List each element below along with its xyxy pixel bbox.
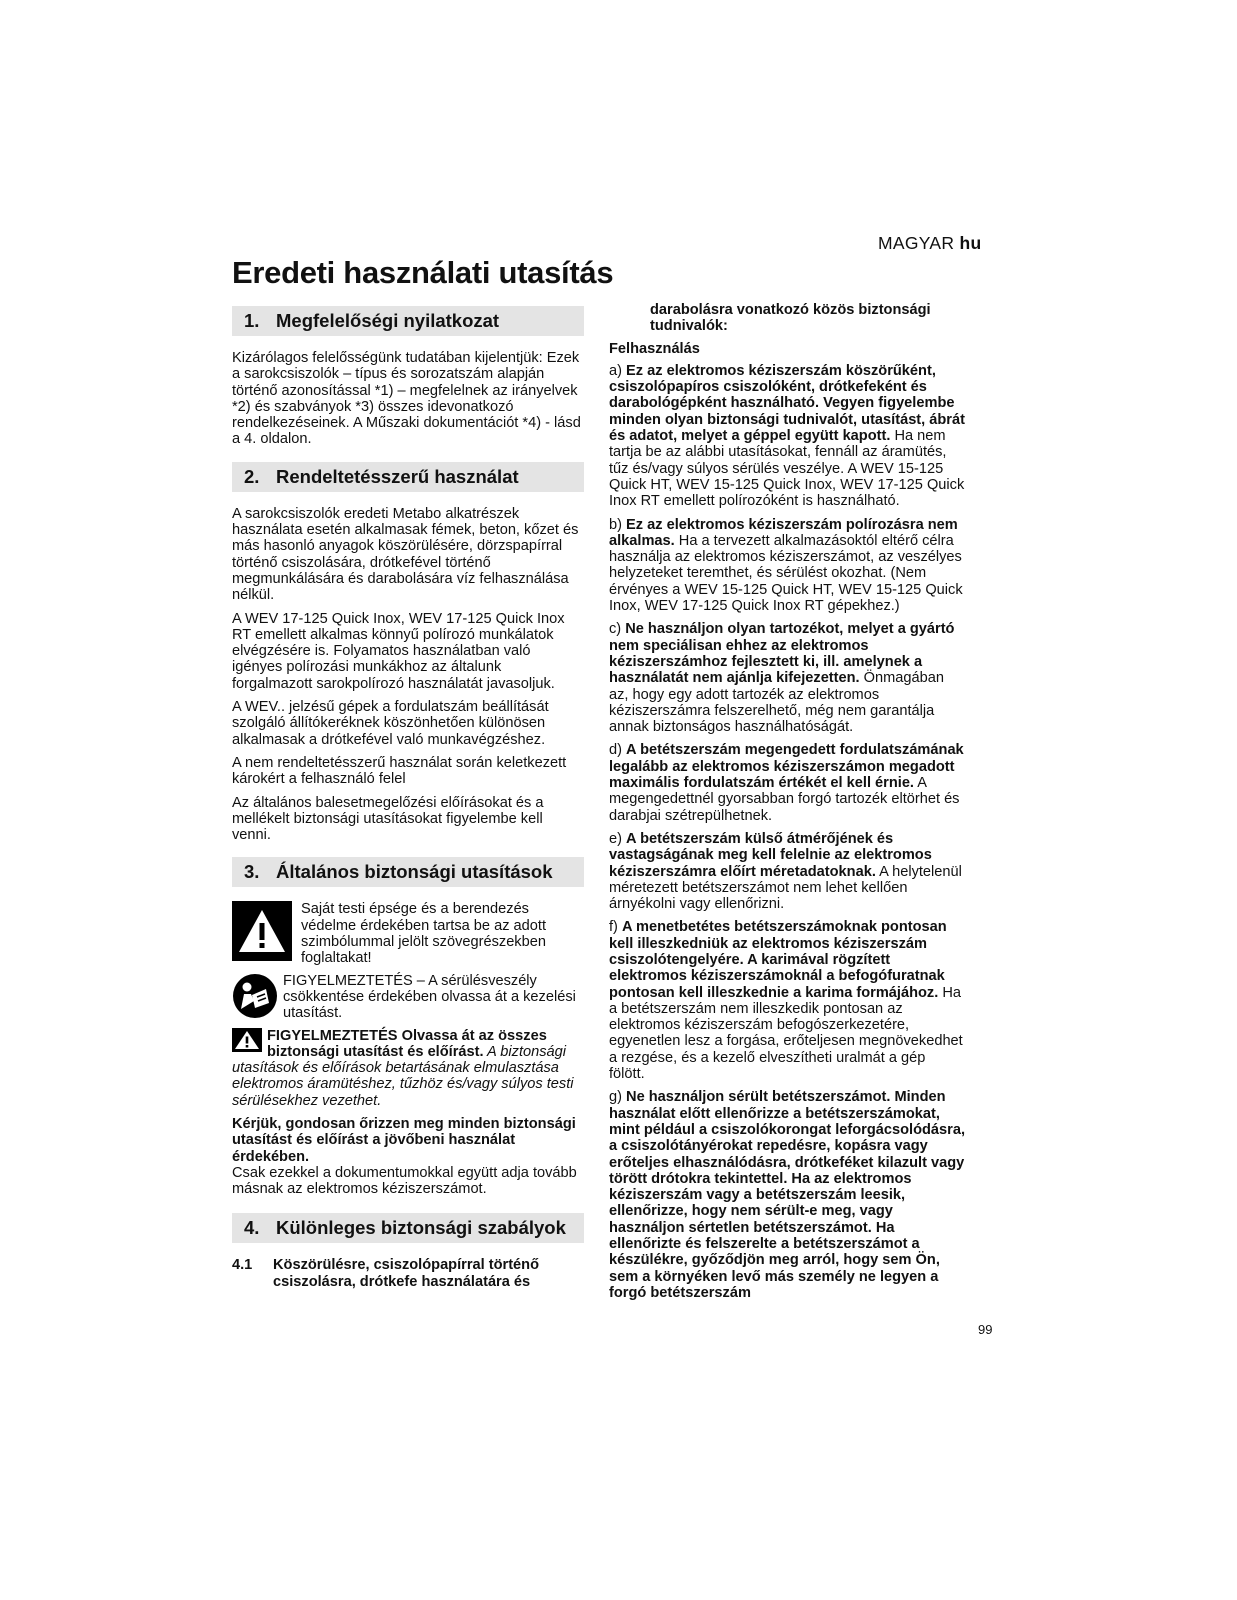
paragraph: A nem rendeltetésszerű használat során keletkezett károkért a felhasználó felel	[232, 754, 567, 788]
warning-block-manual	[232, 973, 584, 1022]
section-number: 2.	[244, 465, 260, 487]
subsection-4-1	[232, 1257, 584, 1290]
rule-b	[609, 517, 965, 615]
rule-text: Önmagában az, hogy egy adott tartozék az elektromos kéziszerszámra felszerelhető, még nem garantálja annak biztonságos használhatóságát.	[609, 670, 945, 736]
page-title: Eredeti használati utasítás	[232, 255, 614, 290]
section-4-header	[232, 1213, 584, 1243]
rule-label: e)	[609, 830, 627, 847]
section-title: Különleges biztonsági szabályok	[276, 1217, 566, 1239]
read-manual-icon	[232, 973, 278, 1019]
warning-triangle-icon	[232, 901, 292, 961]
language-label	[878, 233, 982, 254]
rule-bold-text: Ne használjon sérült betétszerszámot. Minden használat előtt ellenőrizze a betétszerszámokat, mint például a csiszolókorongat leforgácsolódásra, a csiszolótányérokat repedésre, kopásra vagy erőteljes elhasználódásra, drótkeféket kilazult vagy törött drótokra tekintettel. Ha az elektromos kéziszerszám vagy a betétszerszám leesik, ellenőrizze, hogy nem sérült-e meg, vagy használjon sértetlen betétszerszámot. Ha ellenőrizte és felszerelte a betétszerszámot a készülékre, győződjön meg arról, hogy sem Ön, sem a környéken levő más személy ne legyen a forgó betétszerszám	[609, 1089, 966, 1301]
left-column	[232, 306, 584, 1290]
paragraph: A sarokcsiszolók eredeti Metabo alkatrészek használata esetén alkalmasak fémek, beton, kőzet és más hasonló anyagok köszörülésére, dörzspapírral történő csiszolására, drótkefével történő megmunkálására és darabolására víz felhasználása nélkül.	[232, 505, 579, 604]
rule-bold-text: A betétszerszám megengedett fordulatszámának legalább az elektromos kéziszerszámon megadott maximális fordulatszám értékét el kell érnie.	[609, 742, 964, 792]
rule-label: d)	[609, 742, 627, 759]
rule-label: g)	[609, 1089, 627, 1106]
rule-text: Ha nem tartja be az alábbi utasításokat, fennáll az áramütés, tűz és/vagy súlyos sérülés veszélye. A WEV 15-125 Quick HT, WEV 15-125 Quick Inox, WEV 17-125 Quick Inox RT emellett polírozóként is használható.	[609, 428, 965, 510]
rule-text: A helytelenül méretezett betétszerszámot nem lehet kellően árnyékolni vagy ellenőrizni.	[609, 863, 962, 913]
rule-d	[609, 742, 965, 823]
language-code: hu	[959, 233, 982, 253]
rule-a	[609, 363, 965, 510]
subsection-title-continued: darabolásra vonatkozó közös biztonsági tudnivalók:	[650, 302, 931, 335]
section-2-header	[232, 462, 584, 492]
keep-bold-text: Kérjük, gondosan őrizzen meg minden biztonsági utasítást és előírást a jövőbeni használat érdekében.	[232, 1115, 576, 1165]
rule-bold-text: A betétszerszám külső átmérőjének és vastagságának meg kell felelnie az elektromos kéziszerszámra előírt méretadatoknak.	[609, 830, 932, 880]
warning-read-all	[232, 1028, 584, 1109]
section-title: Rendeltetésszerű használat	[276, 465, 519, 487]
page-number: 99	[978, 1322, 993, 1337]
rule-f	[609, 919, 965, 1082]
section-1-text: Kizárólagos felelősségünk tudatában kijelentjük: Ezek a sarokcsiszolók – típus és sorozatszám alapján történő azonosítással *1) – megfelelnek az irányelvek *2) és szabványok *3) összes idevonatkozó rendelkezéseinek. A Műszaki dokumentációt *4) - lásd a 4. oldalon.	[232, 350, 581, 448]
rule-g	[609, 1089, 965, 1301]
small-warning-triangle-icon	[232, 1028, 262, 1052]
rule-text: A megengedettnél gyorsabban forgó tartozék eltörhet és darabjai szétrepülhetnek.	[609, 775, 960, 824]
language-name: MAGYAR	[878, 233, 955, 253]
rule-bold-text: Ez az elektromos kéziszerszám polírozásra nem alkalmas.	[609, 516, 958, 549]
section-3-header	[232, 857, 584, 887]
paragraph: A WEV 17-125 Quick Inox, WEV 17-125 Quick Inox RT emellett alkalmas könnyű polírozó munkálatok elvégzésére is. Folyamatos használatban való igényes polírozási munkákhoz az általunk forgalmazott sarokpolírozó használatát javasoljuk.	[232, 610, 565, 692]
usage-heading: Felhasználás	[609, 340, 700, 357]
subsection-title: Köszörülésre, csiszolópapírral történő csiszolásra, drótkefe használatára és	[273, 1257, 539, 1290]
rule-bold-text: Ne használjon olyan tartozékot, melyet a gyártó nem speciálisan ehhez az elektromos kéziszerszámhoz fejlesztett ki, ill. amelynek a használatát nem ajánlja kifejezetten.	[609, 621, 955, 687]
section-number: 1.	[244, 310, 260, 331]
keep-text: Csak ezekkel a dokumentumokkal együtt adja tovább másnak az elektromos kéziszerszámot.	[232, 1164, 577, 1198]
warning-text: FIGYELMEZTETÉS – A sérülésveszély csökkentése érdekében olvassa át a kezelési utasítást.	[283, 972, 576, 1022]
warning-bold-text: FIGYELMEZTETÉS Olvassa át az összes biztonsági utasítást és előírást.	[267, 1027, 547, 1060]
subsection-number: 4.1	[232, 1257, 253, 1274]
rule-bold-text: A menetbetétes betétszerszámoknak pontosan kell illeszkedniük az elektromos kéziszerszám csiszolótengelyére. A karimával rögzített elektromos kéziszerszámoknál a befogófuratnak pontosan kell illeszkednie a karima formájához.	[609, 919, 947, 1001]
warning-text: Saját testi épsége és a berendezés védelme érdekében tartsa be az adott szimbólummal jelölt szövegrészekben foglaltakat!	[301, 901, 547, 967]
rule-label: f)	[609, 919, 622, 936]
rule-label: b)	[609, 516, 627, 533]
section-number: 4.	[244, 1217, 260, 1239]
section-1-header	[232, 306, 584, 336]
rule-text: Ha a tervezett alkalmazásoktól eltérő célra használja az elektromos kéziszerszámot, az veszélyes helyzeteket teremthet, és sérülést okozhat. (Nem érvényes a WEV 15-125 Quick HT, WEV 15-125 Quick Inox, WEV 17-125 Quick Inox RT gépekhez.)	[609, 532, 963, 615]
section-title: Megfelelőségi nyilatkozat	[276, 310, 500, 331]
rule-c	[609, 621, 965, 735]
warning-italic-text: A biztonsági utasítások és előírások betartásának elmulasztása elektromos áramütéshez, tűzhöz és/vagy súlyos testi sérülésekhez vezethet.	[232, 1043, 574, 1109]
rule-label: c)	[609, 621, 626, 638]
keep-instructions	[232, 1116, 584, 1165]
right-column	[609, 302, 965, 1308]
section-number: 3.	[244, 861, 260, 883]
paragraph: Az általános balesetmegelőzési előírásokat és a mellékelt biztonsági utasításokat figyelembe kell venni.	[232, 794, 544, 844]
section-title: Általános biztonsági utasítások	[276, 861, 553, 883]
warning-block-symbol	[232, 901, 584, 966]
rule-label: a)	[609, 362, 627, 379]
rule-bold-text: Ez az elektromos kéziszerszám köszörűként, csiszolópapíros csiszolóként, drótkefeként és darabológépként használható. Vegyen figyelembe minden olyan biztonsági tudnivalót, utasítást, ábrát és adatot, melyet a géppel együtt kapott.	[609, 362, 965, 445]
paragraph: A WEV.. jelzésű gépek a fordulatszám beállítását szolgáló állítókeréknek köszönhetően különösen alkalmasak a drótkefével való munkavégzéshez.	[232, 699, 549, 748]
rule-e	[609, 831, 965, 912]
rule-text: Ha a betétszerszám nem illeszkedik pontosan az elektromos kéziszerszám befogószerkezetére, egyenetlen lesz a forgása, erőteljesen megnövekedhet a rezgése, és a kezelő elveszítheti uralmát a gép fölött.	[609, 984, 963, 1083]
